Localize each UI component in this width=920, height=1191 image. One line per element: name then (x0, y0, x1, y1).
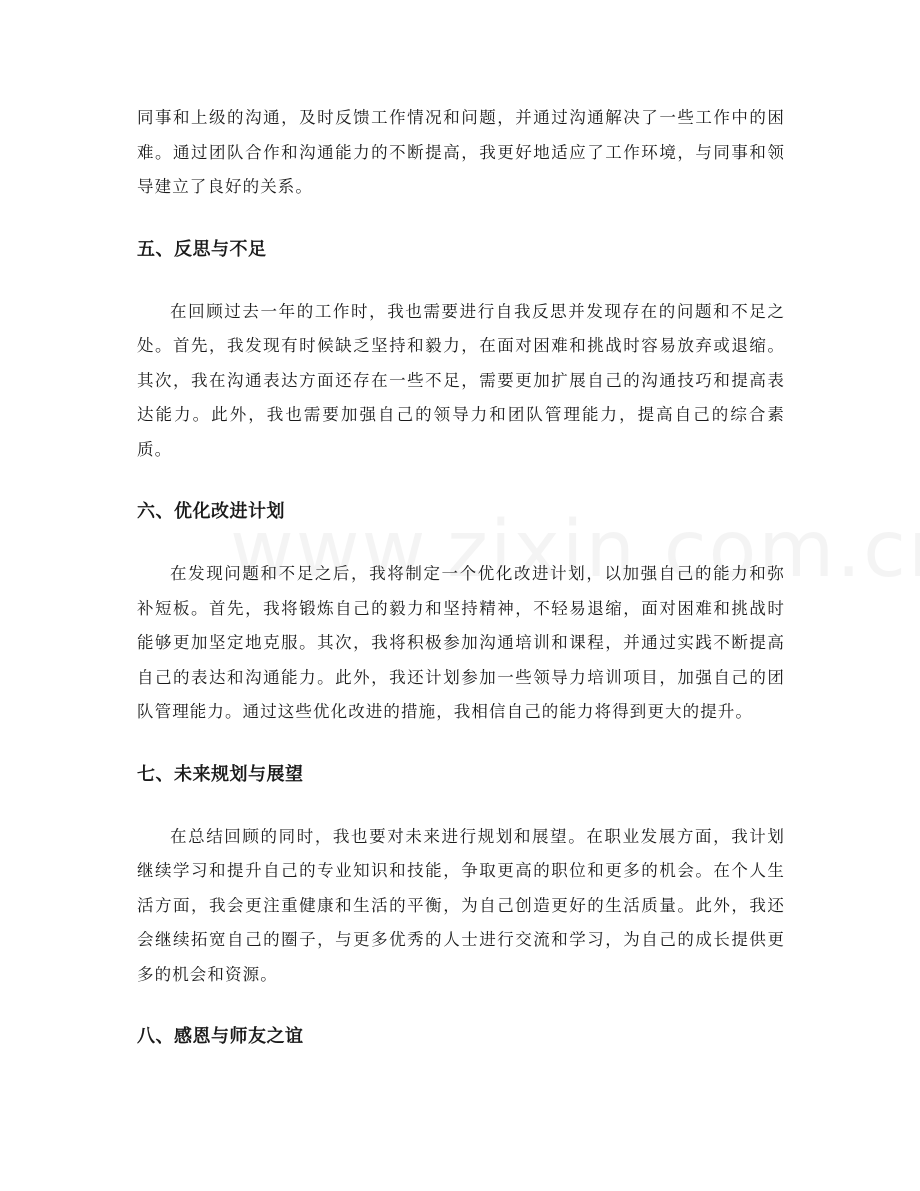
section-heading-8: 八、感恩与师友之谊 (137, 1026, 304, 1047)
section-heading-6: 六、优化改进计划 (137, 501, 285, 522)
section-heading-7: 七、未来规划与展望 (137, 763, 304, 785)
section-body-7: 在总结回顾的同时，我也要对未来进行规划和展望。在职业发展方面，我计划继续学习和提升自己的专业知识和技能，争取更高的职位和更多的机会。在个人生活方面，我会更注重健康和生活的平衡，为自己创造更好的生活质量。此外，我还会继续拓宽自己的圈子，与更多优秀的人士进行交流和学习，为自己的成长提供更多的机会和资源。 (137, 826, 785, 984)
section-heading-5: 五、反思与不足 (137, 238, 267, 260)
section-body-5: 在回顾过去一年的工作时，我也需要进行自我反思并发现存在的问题和不足之处。首先，我发现有时候缺乏坚持和毅力，在面对困难和挑战时容易放弃或退缩。其次，我在沟通表达方面还存在一些不足，需要更加扩展自己的沟通技巧和提高表达能力。此外，我也需要加强自己的领导力和团队管理能力，提高自己的综合素质。 (137, 301, 785, 459)
section-body-6: 在发现问题和不足之后，我将制定一个优化改进计划，以加强自己的能力和弥补短板。首先，我将锻炼自己的毅力和坚持精神，不轻易退缩，面对困难和挑战时能够更加坚定地克服。其次，我将积极参加沟通培训和课程，并通过实践不断提高自己的表达和沟通能力。此外，我还计划参加一些领导力培训项目，加强自己的团队管理能力。通过这些优化改进的措施，我相信自己的能力将得到更大的提升。 (137, 564, 785, 721)
document-content (137, 101, 785, 1052)
intro-paragraph: 同事和上级的沟通，及时反馈工作情况和问题，并通过沟通解决了一些工作中的困难。通过团队合作和沟通能力的不断提高，我更好地适应了工作环境，与同事和领导建立了良好的关系。 (137, 108, 785, 196)
